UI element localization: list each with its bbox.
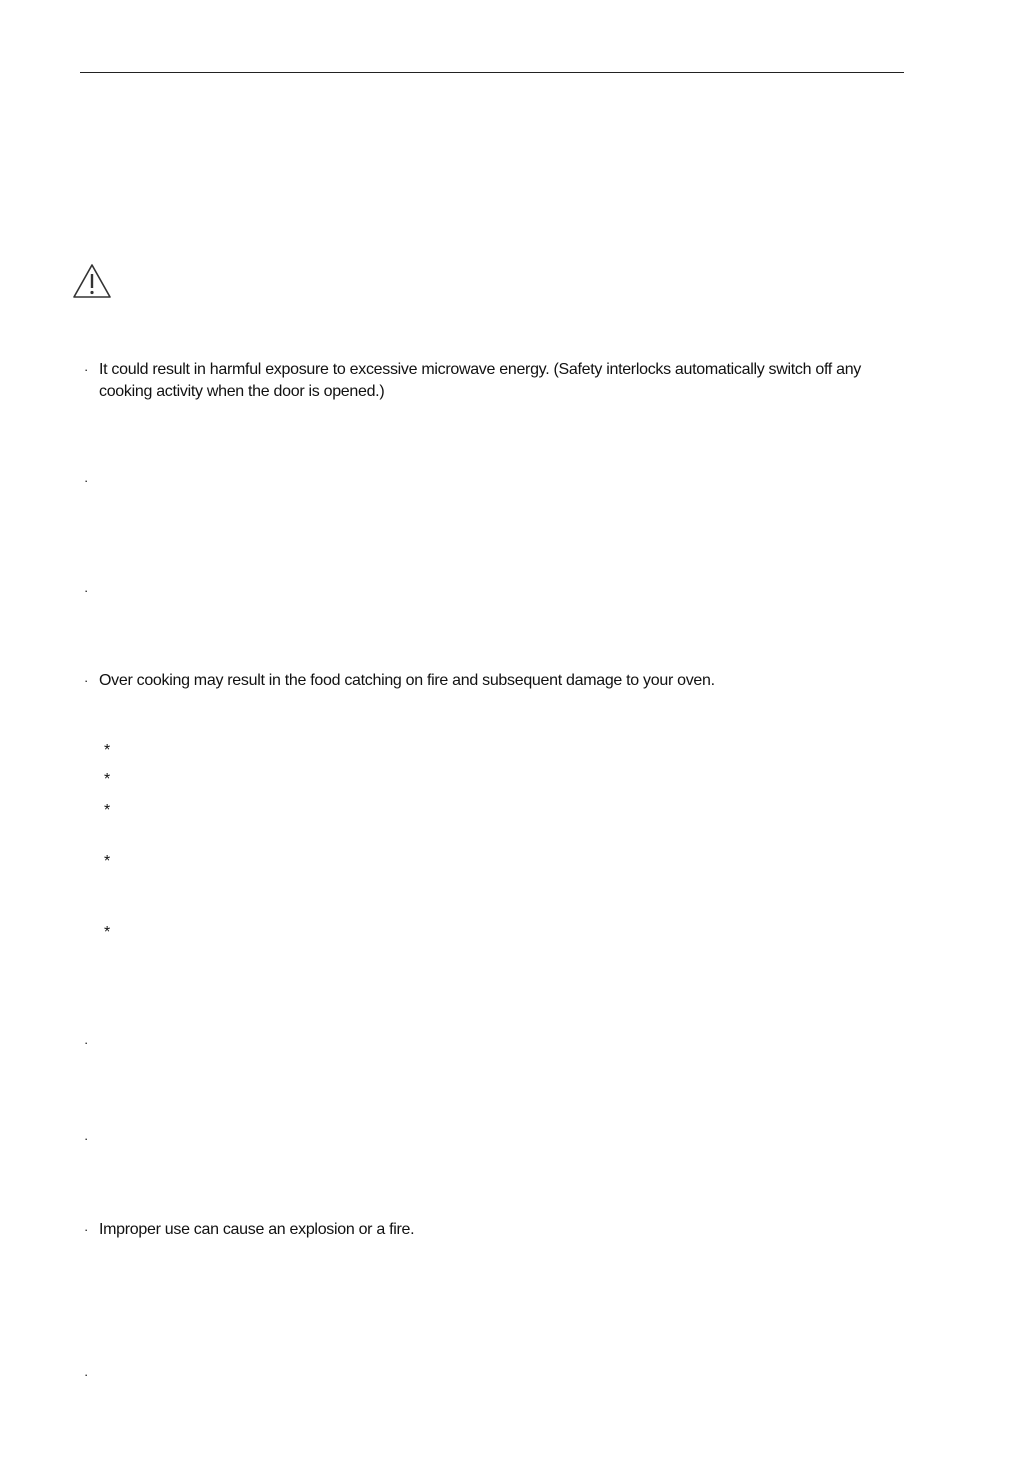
bullet-marker: · — [84, 473, 89, 488]
asterisk-marker: * — [104, 771, 111, 788]
bullet-marker: · — [84, 673, 89, 688]
bullet-item-over-cooking — [84, 670, 914, 692]
header-rule — [80, 72, 904, 73]
bullet-marker: · — [84, 1035, 89, 1050]
bullet-item-improper-use — [84, 1219, 914, 1241]
bullet-marker: · — [84, 362, 89, 377]
bullet-marker: · — [84, 583, 89, 598]
bullet-text: Over cooking may result in the food catching on fire and subsequent damage to your oven. — [99, 672, 715, 689]
bullet-marker: · — [84, 1131, 89, 1146]
warning-triangle-icon — [72, 263, 112, 299]
asterisk-marker: * — [104, 924, 111, 941]
asterisk-marker: * — [104, 802, 111, 819]
bullet-marker: · — [84, 1222, 89, 1237]
bullet-text: Improper use can cause an explosion or a fire. — [99, 1221, 415, 1238]
asterisk-marker: * — [104, 742, 111, 759]
bullet-marker: · — [84, 1367, 89, 1382]
bullet-item-microwave-exposure — [84, 359, 914, 403]
asterisk-marker: * — [104, 853, 111, 870]
bullet-text: It could result in harmful exposure to excessive microwave energy. (Safety interlocks automatically switch off any cooking activity when the door is opened.) — [99, 361, 861, 400]
